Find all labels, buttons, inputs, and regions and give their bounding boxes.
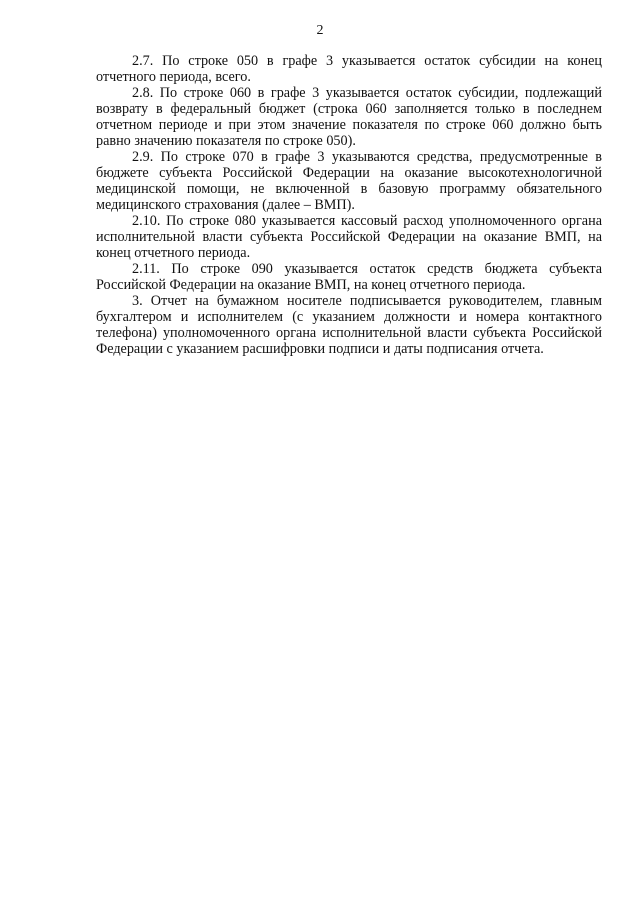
document-body bbox=[96, 53, 602, 357]
paragraph-2-7: 2.7. По строке 050 в графе 3 указывается остаток субсидии на конец отчетного периода, всего. bbox=[96, 53, 602, 85]
paragraph-3: 3. Отчет на бумажном носителе подписывается руководителем, главным бухгалтером и исполнителем (с указанием должности и номера контактного телефона) уполномоченного органа исполнительной власти субъекта Российской Федерации с указанием расшифровки подписи и даты подписания отчета. bbox=[96, 293, 602, 357]
paragraph-2-10: 2.10. По строке 080 указывается кассовый расход уполномоченного органа исполнительной власти субъекта Российской Федерации на оказание ВМП, на конец отчетного периода. bbox=[96, 213, 602, 261]
paragraph-2-9: 2.9. По строке 070 в графе 3 указываются средства, предусмотренные в бюджете субъекта Российской Федерации на оказание высокотехнологичной медицинской помощи, не включенной в базовую программу обязательного медицинского страхования (далее – ВМП). bbox=[96, 149, 602, 213]
paragraph-2-11: 2.11. По строке 090 указывается остаток средств бюджета субъекта Российской Федерации на оказание ВМП, на конец отчетного периода. bbox=[96, 261, 602, 293]
page-number: 2 bbox=[316, 23, 324, 38]
paragraph-2-8: 2.8. По строке 060 в графе 3 указывается остаток субсидии, подлежащий возврату в федеральный бюджет (строка 060 заполняется только в последнем отчетном периоде и при этом значение показателя по строке 060 должно быть равно значению показателя по строке 050). bbox=[96, 85, 602, 149]
